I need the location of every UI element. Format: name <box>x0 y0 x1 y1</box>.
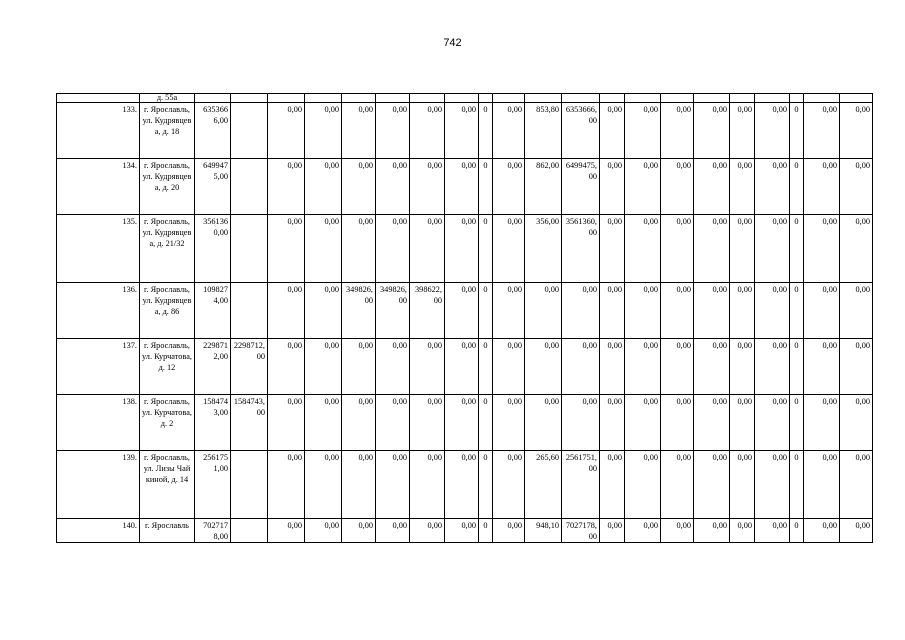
value-cell <box>231 159 268 215</box>
row-number: 137. <box>57 339 140 395</box>
value-cell: 0,00 <box>268 103 305 159</box>
value-cell: 0 <box>479 103 493 159</box>
value-cell: 6353666,00 <box>562 103 600 159</box>
value-cell: 2561751,00 <box>562 451 600 519</box>
value-cell: 0,00 <box>755 339 790 395</box>
value-cell: 0,00 <box>268 215 305 283</box>
value-cell: 0,00 <box>305 215 342 283</box>
value-cell: 0,00 <box>493 519 525 543</box>
value-cell: 0 <box>479 519 493 543</box>
address-fragment: д. 55а <box>140 94 195 103</box>
value-cell: 0,00 <box>493 395 525 451</box>
value-cell: 0,00 <box>730 451 755 519</box>
value-cell: 0,00 <box>730 159 755 215</box>
value-cell: 0,00 <box>661 395 694 451</box>
value-cell: 349826,00 <box>342 283 376 339</box>
address-cell: г. Ярославль, ул. Кудрявцева, д. 18 <box>140 103 195 159</box>
value-cell: 398622,00 <box>410 283 445 339</box>
value-cell: 0,00 <box>730 519 755 543</box>
table-row <box>57 451 873 519</box>
value-cell: 0,00 <box>625 103 661 159</box>
value-cell: 0,00 <box>376 159 410 215</box>
value-cell: 0,00 <box>600 519 625 543</box>
value-cell: 0,00 <box>840 159 873 215</box>
value-cell: 0,00 <box>493 215 525 283</box>
value-cell: 0,00 <box>493 451 525 519</box>
value-cell: 0 <box>790 395 804 451</box>
value-cell: 0 <box>479 339 493 395</box>
value-cell: 0,00 <box>694 215 730 283</box>
value-cell: 0,00 <box>804 395 840 451</box>
value-cell: 2298712,00 <box>195 339 231 395</box>
value-cell: 0,00 <box>840 395 873 451</box>
value-cell: 0,00 <box>342 451 376 519</box>
table-row <box>57 339 873 395</box>
value-cell: 0,00 <box>755 215 790 283</box>
value-cell: 3561360,00 <box>195 215 231 283</box>
value-cell: 0,00 <box>342 103 376 159</box>
value-cell: 0,00 <box>755 103 790 159</box>
table-row <box>57 283 873 339</box>
value-cell: 0,00 <box>445 395 479 451</box>
value-cell: 0 <box>479 159 493 215</box>
value-cell: 0,00 <box>755 451 790 519</box>
value-cell: 356,00 <box>525 215 562 283</box>
value-cell: 0,00 <box>730 215 755 283</box>
value-cell: 0 <box>479 215 493 283</box>
value-cell: 0,00 <box>755 519 790 543</box>
value-cell: 0,00 <box>600 283 625 339</box>
value-cell: 0 <box>479 395 493 451</box>
value-cell: 0,00 <box>410 103 445 159</box>
value-cell: 0,00 <box>305 103 342 159</box>
continuation-row <box>57 94 873 103</box>
address-cell: г. Ярославль, ул. Кудрявцева, д. 86 <box>140 283 195 339</box>
value-cell: 0,00 <box>268 451 305 519</box>
value-cell: 0,00 <box>342 159 376 215</box>
value-cell: 2561751,00 <box>195 451 231 519</box>
value-cell: 0,00 <box>305 159 342 215</box>
table-row <box>57 395 873 451</box>
address-cell: г. Ярославль, ул. Курчатова, д. 2 <box>140 395 195 451</box>
row-number: 139. <box>57 451 140 519</box>
value-cell: 0,00 <box>376 395 410 451</box>
value-cell <box>231 283 268 339</box>
value-cell: 0,00 <box>625 159 661 215</box>
value-cell: 0,00 <box>445 215 479 283</box>
budget-table <box>56 93 873 543</box>
value-cell: 0,00 <box>730 103 755 159</box>
value-cell: 0,00 <box>730 395 755 451</box>
value-cell: 265,60 <box>525 451 562 519</box>
value-cell: 0,00 <box>376 215 410 283</box>
value-cell: 0,00 <box>376 519 410 543</box>
value-cell: 0,00 <box>268 519 305 543</box>
page-number: 742 <box>443 37 462 49</box>
value-cell: 2298712,00 <box>231 339 268 395</box>
value-cell: 0 <box>479 283 493 339</box>
value-cell: 0,00 <box>562 339 600 395</box>
value-cell: 0 <box>790 519 804 543</box>
value-cell <box>231 519 268 543</box>
value-cell: 0,00 <box>600 339 625 395</box>
row-number: 134. <box>57 159 140 215</box>
value-cell: 0,00 <box>694 339 730 395</box>
value-cell: 0,00 <box>661 283 694 339</box>
value-cell: 0 <box>790 103 804 159</box>
value-cell: 0,00 <box>804 103 840 159</box>
row-number: 140. <box>57 519 140 543</box>
value-cell: 0 <box>790 215 804 283</box>
address-cell: г. Ярославль, ул. Кудрявцева, д. 20 <box>140 159 195 215</box>
table-row <box>57 103 873 159</box>
value-cell: 0 <box>790 159 804 215</box>
value-cell: 6499475,00 <box>562 159 600 215</box>
value-cell <box>231 451 268 519</box>
value-cell: 0,00 <box>694 283 730 339</box>
table-row <box>57 519 873 543</box>
value-cell: 0,00 <box>268 159 305 215</box>
value-cell: 0 <box>790 451 804 519</box>
value-cell: 0,00 <box>493 339 525 395</box>
value-cell: 0,00 <box>410 519 445 543</box>
value-cell: 0,00 <box>268 395 305 451</box>
value-cell: 0,00 <box>840 103 873 159</box>
address-cell: г. Ярославль, ул. Курчатова, д. 12 <box>140 339 195 395</box>
value-cell: 0,00 <box>525 283 562 339</box>
value-cell: 0,00 <box>525 395 562 451</box>
value-cell: 0,00 <box>840 215 873 283</box>
value-cell: 0,00 <box>342 519 376 543</box>
value-cell: 0,00 <box>305 519 342 543</box>
value-cell: 0,00 <box>410 395 445 451</box>
value-cell: 1584743,00 <box>231 395 268 451</box>
value-cell: 0,00 <box>493 103 525 159</box>
value-cell: 0,00 <box>305 451 342 519</box>
value-cell <box>231 103 268 159</box>
value-cell: 0,00 <box>445 451 479 519</box>
value-cell: 0,00 <box>600 159 625 215</box>
value-cell: 0 <box>479 451 493 519</box>
value-cell: 0,00 <box>804 519 840 543</box>
value-cell <box>231 215 268 283</box>
value-cell: 0,00 <box>410 451 445 519</box>
value-cell: 0,00 <box>840 339 873 395</box>
value-cell: 0,00 <box>661 451 694 519</box>
value-cell: 0,00 <box>840 519 873 543</box>
value-cell: 0,00 <box>562 395 600 451</box>
value-cell: 0,00 <box>525 339 562 395</box>
value-cell: 0,00 <box>268 339 305 395</box>
value-cell: 0,00 <box>661 339 694 395</box>
value-cell: 0,00 <box>661 103 694 159</box>
value-cell: 0,00 <box>755 159 790 215</box>
value-cell: 0,00 <box>493 283 525 339</box>
value-cell: 0,00 <box>804 215 840 283</box>
value-cell: 1584743,00 <box>195 395 231 451</box>
value-cell: 6499475,00 <box>195 159 231 215</box>
value-cell: 0,00 <box>625 215 661 283</box>
value-cell: 0,00 <box>755 395 790 451</box>
value-cell: 0,00 <box>305 283 342 339</box>
value-cell: 0,00 <box>694 159 730 215</box>
row-number: 138. <box>57 395 140 451</box>
value-cell: 0,00 <box>600 451 625 519</box>
value-cell: 0,00 <box>445 519 479 543</box>
value-cell: 0,00 <box>694 103 730 159</box>
value-cell: 0,00 <box>600 395 625 451</box>
table-row <box>57 159 873 215</box>
value-cell: 0,00 <box>305 395 342 451</box>
value-cell: 0,00 <box>694 395 730 451</box>
row-number: 133. <box>57 103 140 159</box>
value-cell: 0,00 <box>493 159 525 215</box>
value-cell: 0,00 <box>625 283 661 339</box>
value-cell: 0,00 <box>730 339 755 395</box>
value-cell: 0,00 <box>410 339 445 395</box>
value-cell: 3561360,00 <box>562 215 600 283</box>
value-cell: 0,00 <box>445 339 479 395</box>
value-cell: 0,00 <box>840 451 873 519</box>
value-cell: 0,00 <box>625 395 661 451</box>
value-cell: 0,00 <box>755 283 790 339</box>
table-row <box>57 215 873 283</box>
value-cell: 0 <box>790 339 804 395</box>
value-cell: 0,00 <box>376 451 410 519</box>
value-cell: 853,80 <box>525 103 562 159</box>
value-cell: 0,00 <box>661 519 694 543</box>
value-cell: 0,00 <box>445 159 479 215</box>
value-cell: 0,00 <box>410 159 445 215</box>
value-cell: 0,00 <box>694 451 730 519</box>
row-number: 135. <box>57 215 140 283</box>
value-cell: 0,00 <box>562 283 600 339</box>
address-cell: г. Ярославль, ул. Лизы Чайкиной, д. 14 <box>140 451 195 519</box>
value-cell: 0,00 <box>661 215 694 283</box>
value-cell: 0,00 <box>342 215 376 283</box>
value-cell: 6353666,00 <box>195 103 231 159</box>
address-cell: г. Ярославль <box>140 519 195 543</box>
value-cell: 0 <box>790 283 804 339</box>
value-cell: 0,00 <box>445 103 479 159</box>
value-cell: 0,00 <box>625 339 661 395</box>
row-number: 136. <box>57 283 140 339</box>
value-cell: 0,00 <box>625 451 661 519</box>
value-cell: 7027178,00 <box>195 519 231 543</box>
value-cell: 0,00 <box>445 283 479 339</box>
value-cell: 0,00 <box>661 159 694 215</box>
value-cell: 0,00 <box>410 215 445 283</box>
value-cell: 349826,00 <box>376 283 410 339</box>
value-cell: 7027178,00 <box>562 519 600 543</box>
value-cell: 0,00 <box>804 159 840 215</box>
value-cell: 0,00 <box>600 103 625 159</box>
value-cell: 0,00 <box>730 283 755 339</box>
value-cell: 0,00 <box>376 103 410 159</box>
value-cell: 862,00 <box>525 159 562 215</box>
value-cell: 0,00 <box>804 283 840 339</box>
address-cell: г. Ярославль, ул. Кудрявцева, д. 21/32 <box>140 215 195 283</box>
value-cell: 0,00 <box>694 519 730 543</box>
value-cell: 0,00 <box>342 395 376 451</box>
value-cell: 0,00 <box>342 339 376 395</box>
value-cell: 0,00 <box>840 283 873 339</box>
value-cell: 0,00 <box>376 339 410 395</box>
value-cell: 0,00 <box>600 215 625 283</box>
value-cell: 0,00 <box>305 339 342 395</box>
value-cell: 0,00 <box>268 283 305 339</box>
value-cell: 948,10 <box>525 519 562 543</box>
value-cell: 1098274,00 <box>195 283 231 339</box>
value-cell: 0,00 <box>625 519 661 543</box>
value-cell: 0,00 <box>804 451 840 519</box>
value-cell: 0,00 <box>804 339 840 395</box>
